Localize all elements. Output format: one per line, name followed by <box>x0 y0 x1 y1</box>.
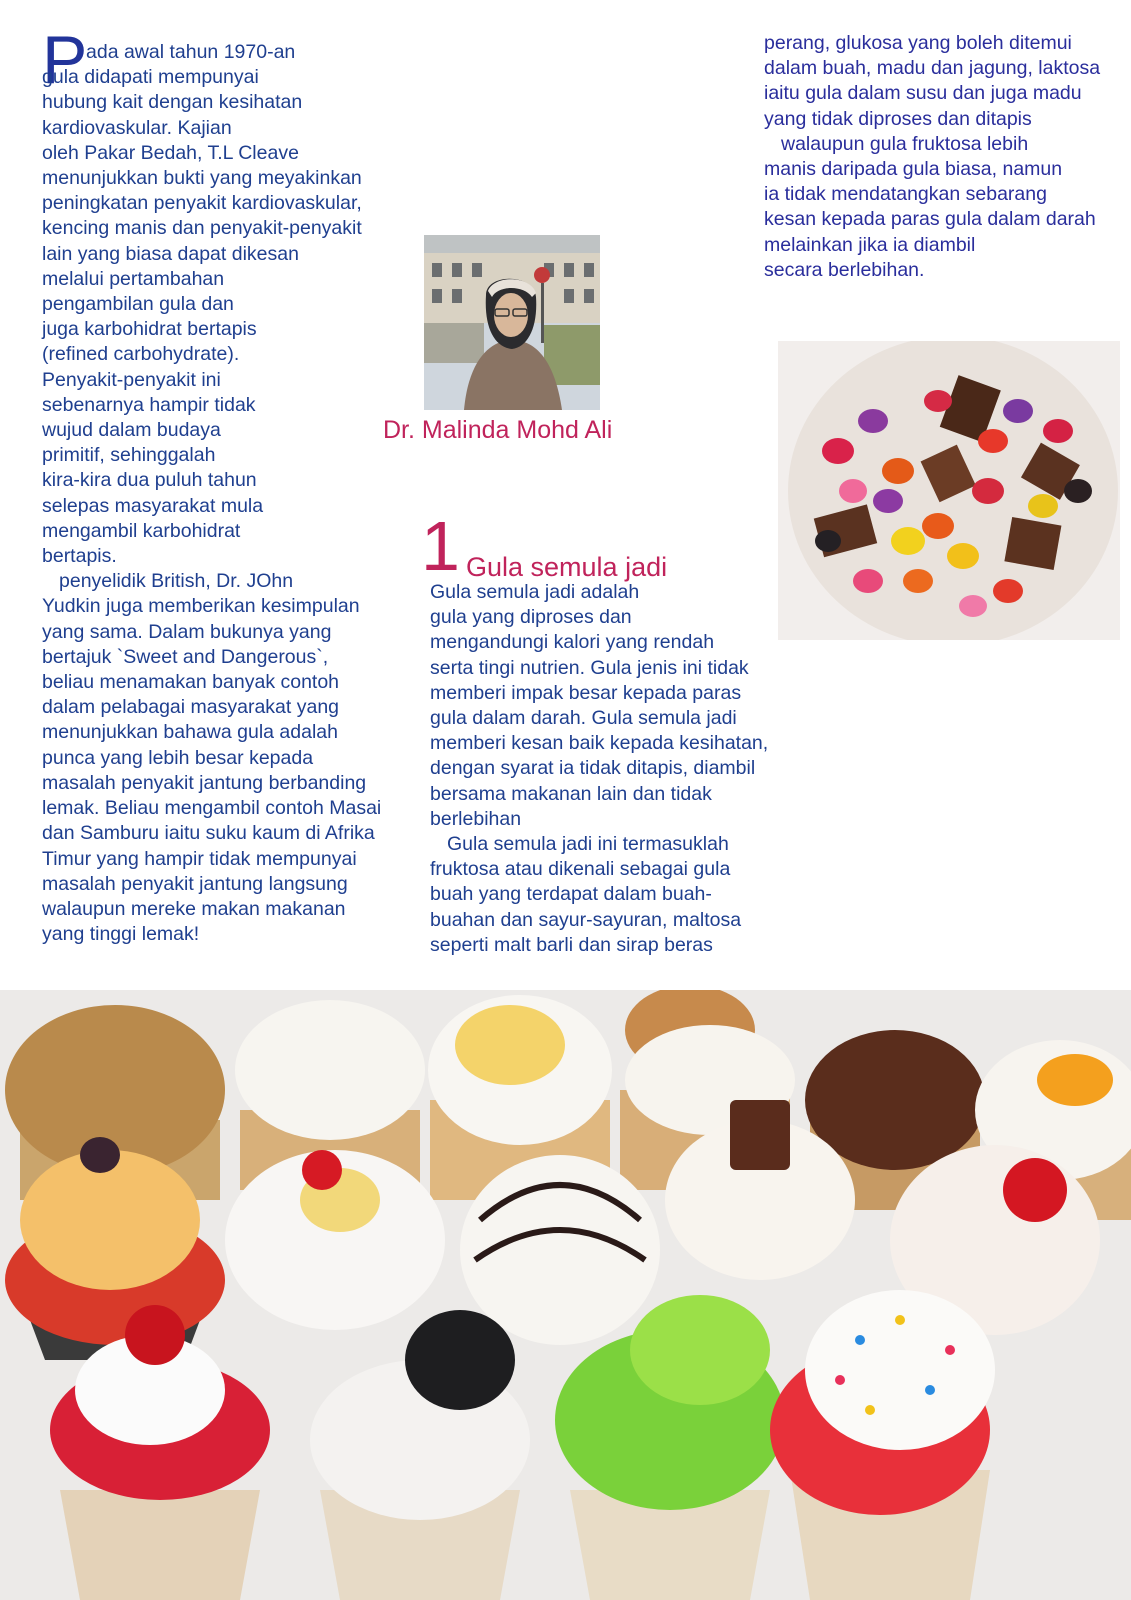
text-line: menunjukkan bukti yang meyakinkan <box>42 167 362 190</box>
cupcakes-photo <box>0 990 1131 1600</box>
middle-column-text <box>430 580 768 958</box>
text-line: yang tinggi lemak! <box>42 923 200 946</box>
text-line: menunjukkan bahawa gula adalah <box>42 721 338 744</box>
text-line: buah yang terdapat dalam buah- <box>430 883 712 906</box>
text-line: punca yang lebih besar kepada <box>42 746 314 769</box>
text-line: lain yang biasa dapat dikesan <box>42 242 299 265</box>
text-line: walaupun gula fruktosa lebih <box>781 132 1029 155</box>
text-line: mengandungi kalori yang rendah <box>430 631 715 654</box>
text-line: memberi kesan baik kepada kesihatan, <box>430 732 769 755</box>
text-line: sebenarnya hampir tidak <box>42 393 256 416</box>
text-line: ada awal tahun 1970-an <box>86 41 296 63</box>
text-line: gula didapati mempunyai <box>42 66 259 89</box>
text-line: dengan syarat ia tidak ditapis, diambil <box>430 757 756 780</box>
portrait-photo <box>424 235 600 410</box>
text-line: dalam pelabagai masyarakat yang <box>42 696 340 719</box>
text-line: Gula semula jadi ini termasuklah <box>447 833 729 856</box>
text-line: dalam buah, madu dan jagung, laktosa <box>764 57 1101 80</box>
text-line: lemak. Beliau mengambil contoh Masai <box>42 797 382 820</box>
text-line: iaitu gula dalam susu dan juga madu <box>764 82 1082 105</box>
text-line: selepas masyarakat mula <box>42 494 264 517</box>
text-line: primitif, sehinggalah <box>42 444 216 467</box>
text-line: masalah penyakit jantung berbanding <box>42 771 367 794</box>
text-line: kira-kira dua puluh tahun <box>42 469 257 492</box>
text-line: masalah penyakit jantung langsung <box>42 872 348 895</box>
text-line: serta tingi nutrien. Gula jenis ini tidak <box>430 656 749 679</box>
text-line: Yudkin juga memberikan kesimpulan <box>42 595 360 618</box>
right-column-text <box>764 31 1100 283</box>
text-line: kencing manis dan penyakit-penyakit <box>42 217 362 240</box>
text-line: kardiovaskular. Kajian <box>42 116 232 139</box>
text-line: melalui pertambahan <box>42 267 225 290</box>
text-line: yang tidak diproses dan ditapis <box>764 107 1032 130</box>
text-line: ia tidak mendatangkan sebarang <box>764 183 1047 206</box>
text-line: peningkatan penyakit kardiovaskular, <box>42 192 362 215</box>
text-line: buahan dan sayur-sayuran, maltosa <box>430 908 742 931</box>
text-line: bertajuk `Sweet and Dangerous`, <box>42 645 329 668</box>
text-line: perang, glukosa yang boleh ditemui <box>764 32 1072 54</box>
text-line: gula dalam darah. Gula semula jadi <box>430 707 737 730</box>
section-number: 1 <box>421 507 460 585</box>
text-line: hubung kait dengan kesihatan <box>42 91 303 114</box>
text-line: bersama makanan lain dan tidak <box>430 782 712 805</box>
text-line: pengambilan gula dan <box>42 293 234 316</box>
text-line: manis daripada gula biasa, namun <box>764 158 1063 181</box>
text-line: (refined carbohydrate). <box>42 343 240 366</box>
text-line: melainkan jika ia diambil <box>764 233 976 256</box>
candy-bowl-photo <box>778 341 1120 640</box>
left-column-text <box>42 40 381 947</box>
text-line: juga karbohidrat bertapis <box>42 318 257 341</box>
text-line: dan Samburu iaitu suku kaum di Afrika <box>42 822 375 845</box>
text-line: Gula semula jadi adalah <box>430 581 640 603</box>
text-line: Timur yang hampir tidak mempunyai <box>42 847 357 870</box>
text-line: memberi impak besar kepada paras <box>430 681 742 704</box>
text-line: walaupun mereke makan makanan <box>42 897 346 920</box>
text-line: kesan kepada paras gula dalam darah <box>764 208 1096 231</box>
text-line: wujud dalam budaya <box>42 419 221 442</box>
text-line: berlebihan <box>430 807 522 830</box>
portrait-caption: Dr. Malinda Mohd Ali <box>383 416 613 444</box>
text-line: seperti malt barli dan sirap beras <box>430 933 713 956</box>
drop-cap: P <box>42 22 88 98</box>
text-line: oleh Pakar Bedah, T.L Cleave <box>42 141 299 164</box>
text-line: gula yang diproses dan <box>430 606 632 629</box>
text-line: mengambil karbohidrat <box>42 519 241 542</box>
text-line: yang sama. Dalam bukunya yang <box>42 620 332 643</box>
text-line: penyelidik British, Dr. JOhn <box>59 570 294 593</box>
text-line: secara berlebihan. <box>764 258 925 281</box>
text-line: beliau menamakan banyak contoh <box>42 671 340 694</box>
text-line: Penyakit-penyakit ini <box>42 368 221 391</box>
text-line: bertapis. <box>42 545 117 568</box>
section-title: Gula semula jadi <box>466 552 668 582</box>
text-line: fruktosa atau dikenali sebagai gula <box>430 858 731 881</box>
